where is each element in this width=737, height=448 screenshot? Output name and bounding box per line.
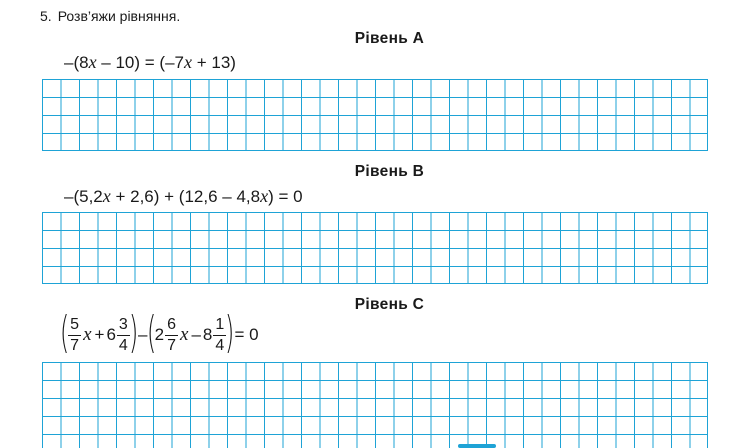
fraction: $\frac{1}{4}$ <box>215 315 225 354</box>
answer-grid-c[interactable] <box>42 362 708 448</box>
fraction: $\frac{6}{7}$ <box>167 315 177 354</box>
level-b-title: Рівень В <box>354 163 425 180</box>
level-a-title: Рівень А <box>354 30 425 47</box>
task-instruction: Розв’яжи рівняння. <box>57 8 181 24</box>
level-c-equation: ( $\frac{5}{7}$ x + 6 $\frac{3}{4}$ ) – ( 2 $\frac{6}{7}$ x – 8 $\frac{1}{4}$ ) = 0 <box>59 307 259 358</box>
fraction: $\frac{5}{7}$ <box>70 315 80 354</box>
left-paren: ( <box>147 307 157 358</box>
task-heading <box>40 8 180 24</box>
level-a-equation: –(8x – 10) = (–7x + 13) <box>64 52 236 72</box>
right-paren: ) <box>225 307 235 358</box>
answer-grid-a[interactable] <box>42 79 708 151</box>
left-paren: ( <box>59 307 70 358</box>
decorative-mark <box>458 444 496 448</box>
right-paren: ) <box>128 307 139 358</box>
fraction: $\frac{3}{4}$ <box>118 315 128 354</box>
answer-grid-b[interactable] <box>42 212 708 284</box>
level-c-title: Рівень С <box>354 296 425 313</box>
level-b-equation: –(5,2x + 2,6) + (12,6 – 4,8x) = 0 <box>64 186 303 206</box>
task-number: 5. <box>40 8 52 24</box>
